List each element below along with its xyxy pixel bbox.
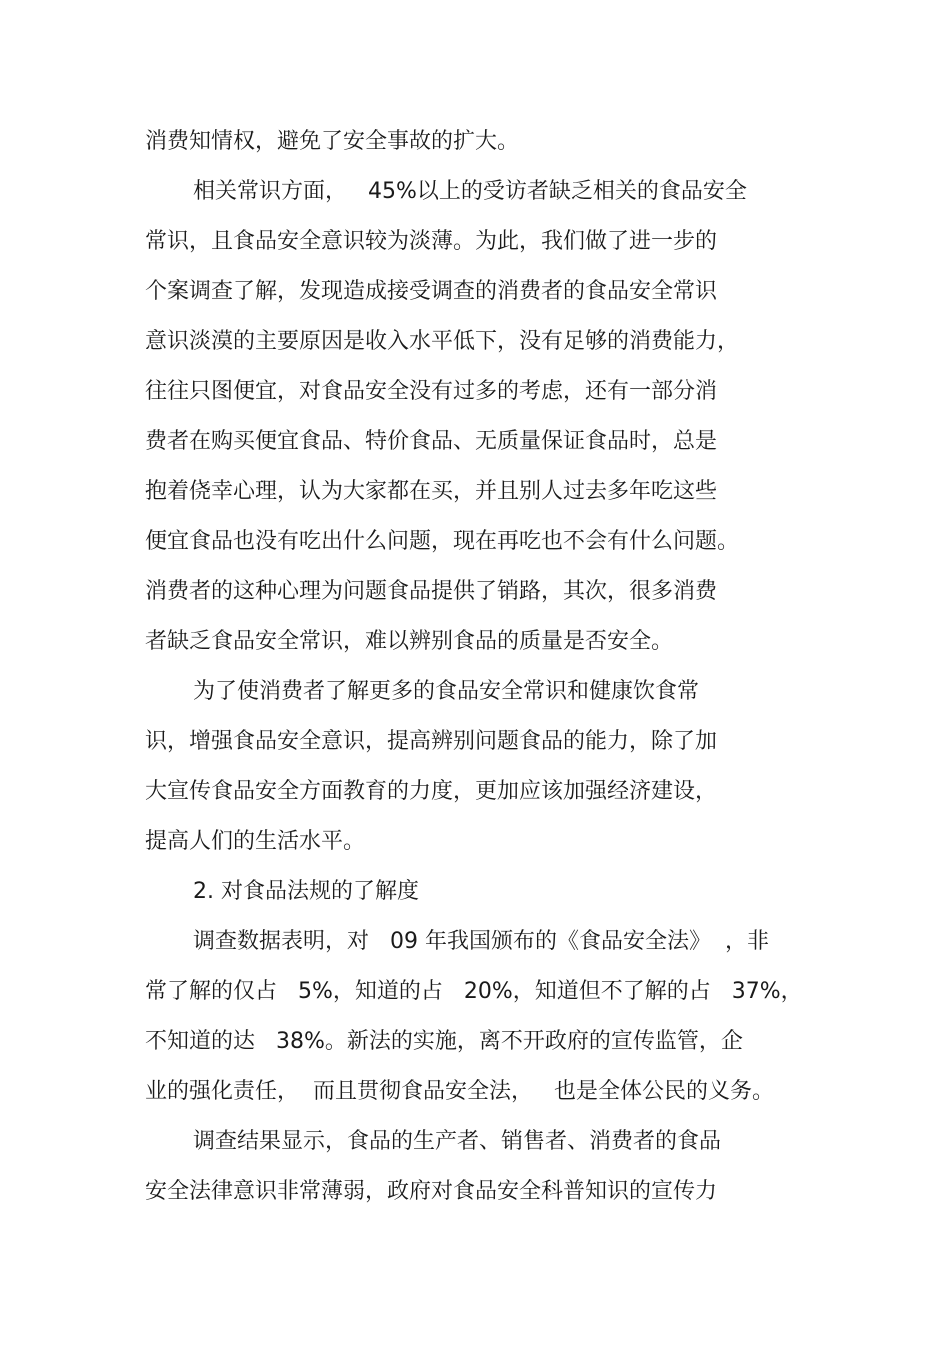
text-line: 调查数据表明，对 09 年我国颁布的《食品安全法》 ，非 (193, 929, 769, 954)
text-line: 大宣传食品安全方面教育的力度，更加应该加强经济建设， (145, 779, 718, 804)
text-line: 不知道的达 38%。新法的实施，离不开政府的宣传监管，企 (145, 1029, 743, 1054)
text-line: 消费知情权，避免了安全事故的扩大。 (145, 129, 520, 154)
text-line: 安全法律意识非常薄弱，政府对食品安全科普知识的宣传力 (145, 1179, 718, 1204)
section-heading: 2. 对食品法规的了解度 (193, 879, 419, 904)
text-line: 识，增强食品安全意识，提高辨别问题食品的能力，除了加 (145, 729, 718, 754)
text-line: 常了解的仅占 5%，知道的占 20%，知道但不了解的占 37%， (145, 979, 803, 1004)
text-line: 往往只图便宜，对食品安全没有过多的考虑，还有一部分消 (145, 379, 718, 404)
text-line: 意识淡漠的主要原因是收入水平低下，没有足够的消费能力， (145, 329, 740, 354)
text-line: 调查结果显示，食品的生产者、销售者、消费者的食品 (193, 1129, 722, 1154)
text-line: 者缺乏食品安全常识，难以辨别食品的质量是否安全。 (145, 629, 674, 654)
text-line: 个案调查了解，发现造成接受调查的消费者的食品安全常识 (145, 279, 718, 304)
text-line: 常识，且食品安全意识较为淡薄。为此，我们做了进一步的 (145, 229, 718, 254)
text-line: 便宜食品也没有吃出什么问题，现在再吃也不会有什么问题。 (145, 529, 740, 554)
text-line: 消费者的这种心理为问题食品提供了销路，其次，很多消费 (145, 579, 718, 604)
text-line: 为了使消费者了解更多的食品安全常识和健康饮食常 (193, 679, 700, 704)
text-line: 提高人们的生活水平。 (145, 829, 366, 854)
text-line: 业的强化责任， 而且贯彻食品安全法， 也是全体公民的义务。 (145, 1079, 774, 1104)
text-line: 费者在购买便宜食品、特价食品、无质量保证食品时，总是 (145, 429, 718, 454)
text-line: 相关常识方面， 45%以上的受访者缺乏相关的食品安全 (193, 179, 747, 204)
text-line: 抱着侥幸心理，认为大家都在买，并且别人过去多年吃这些 (145, 479, 718, 504)
